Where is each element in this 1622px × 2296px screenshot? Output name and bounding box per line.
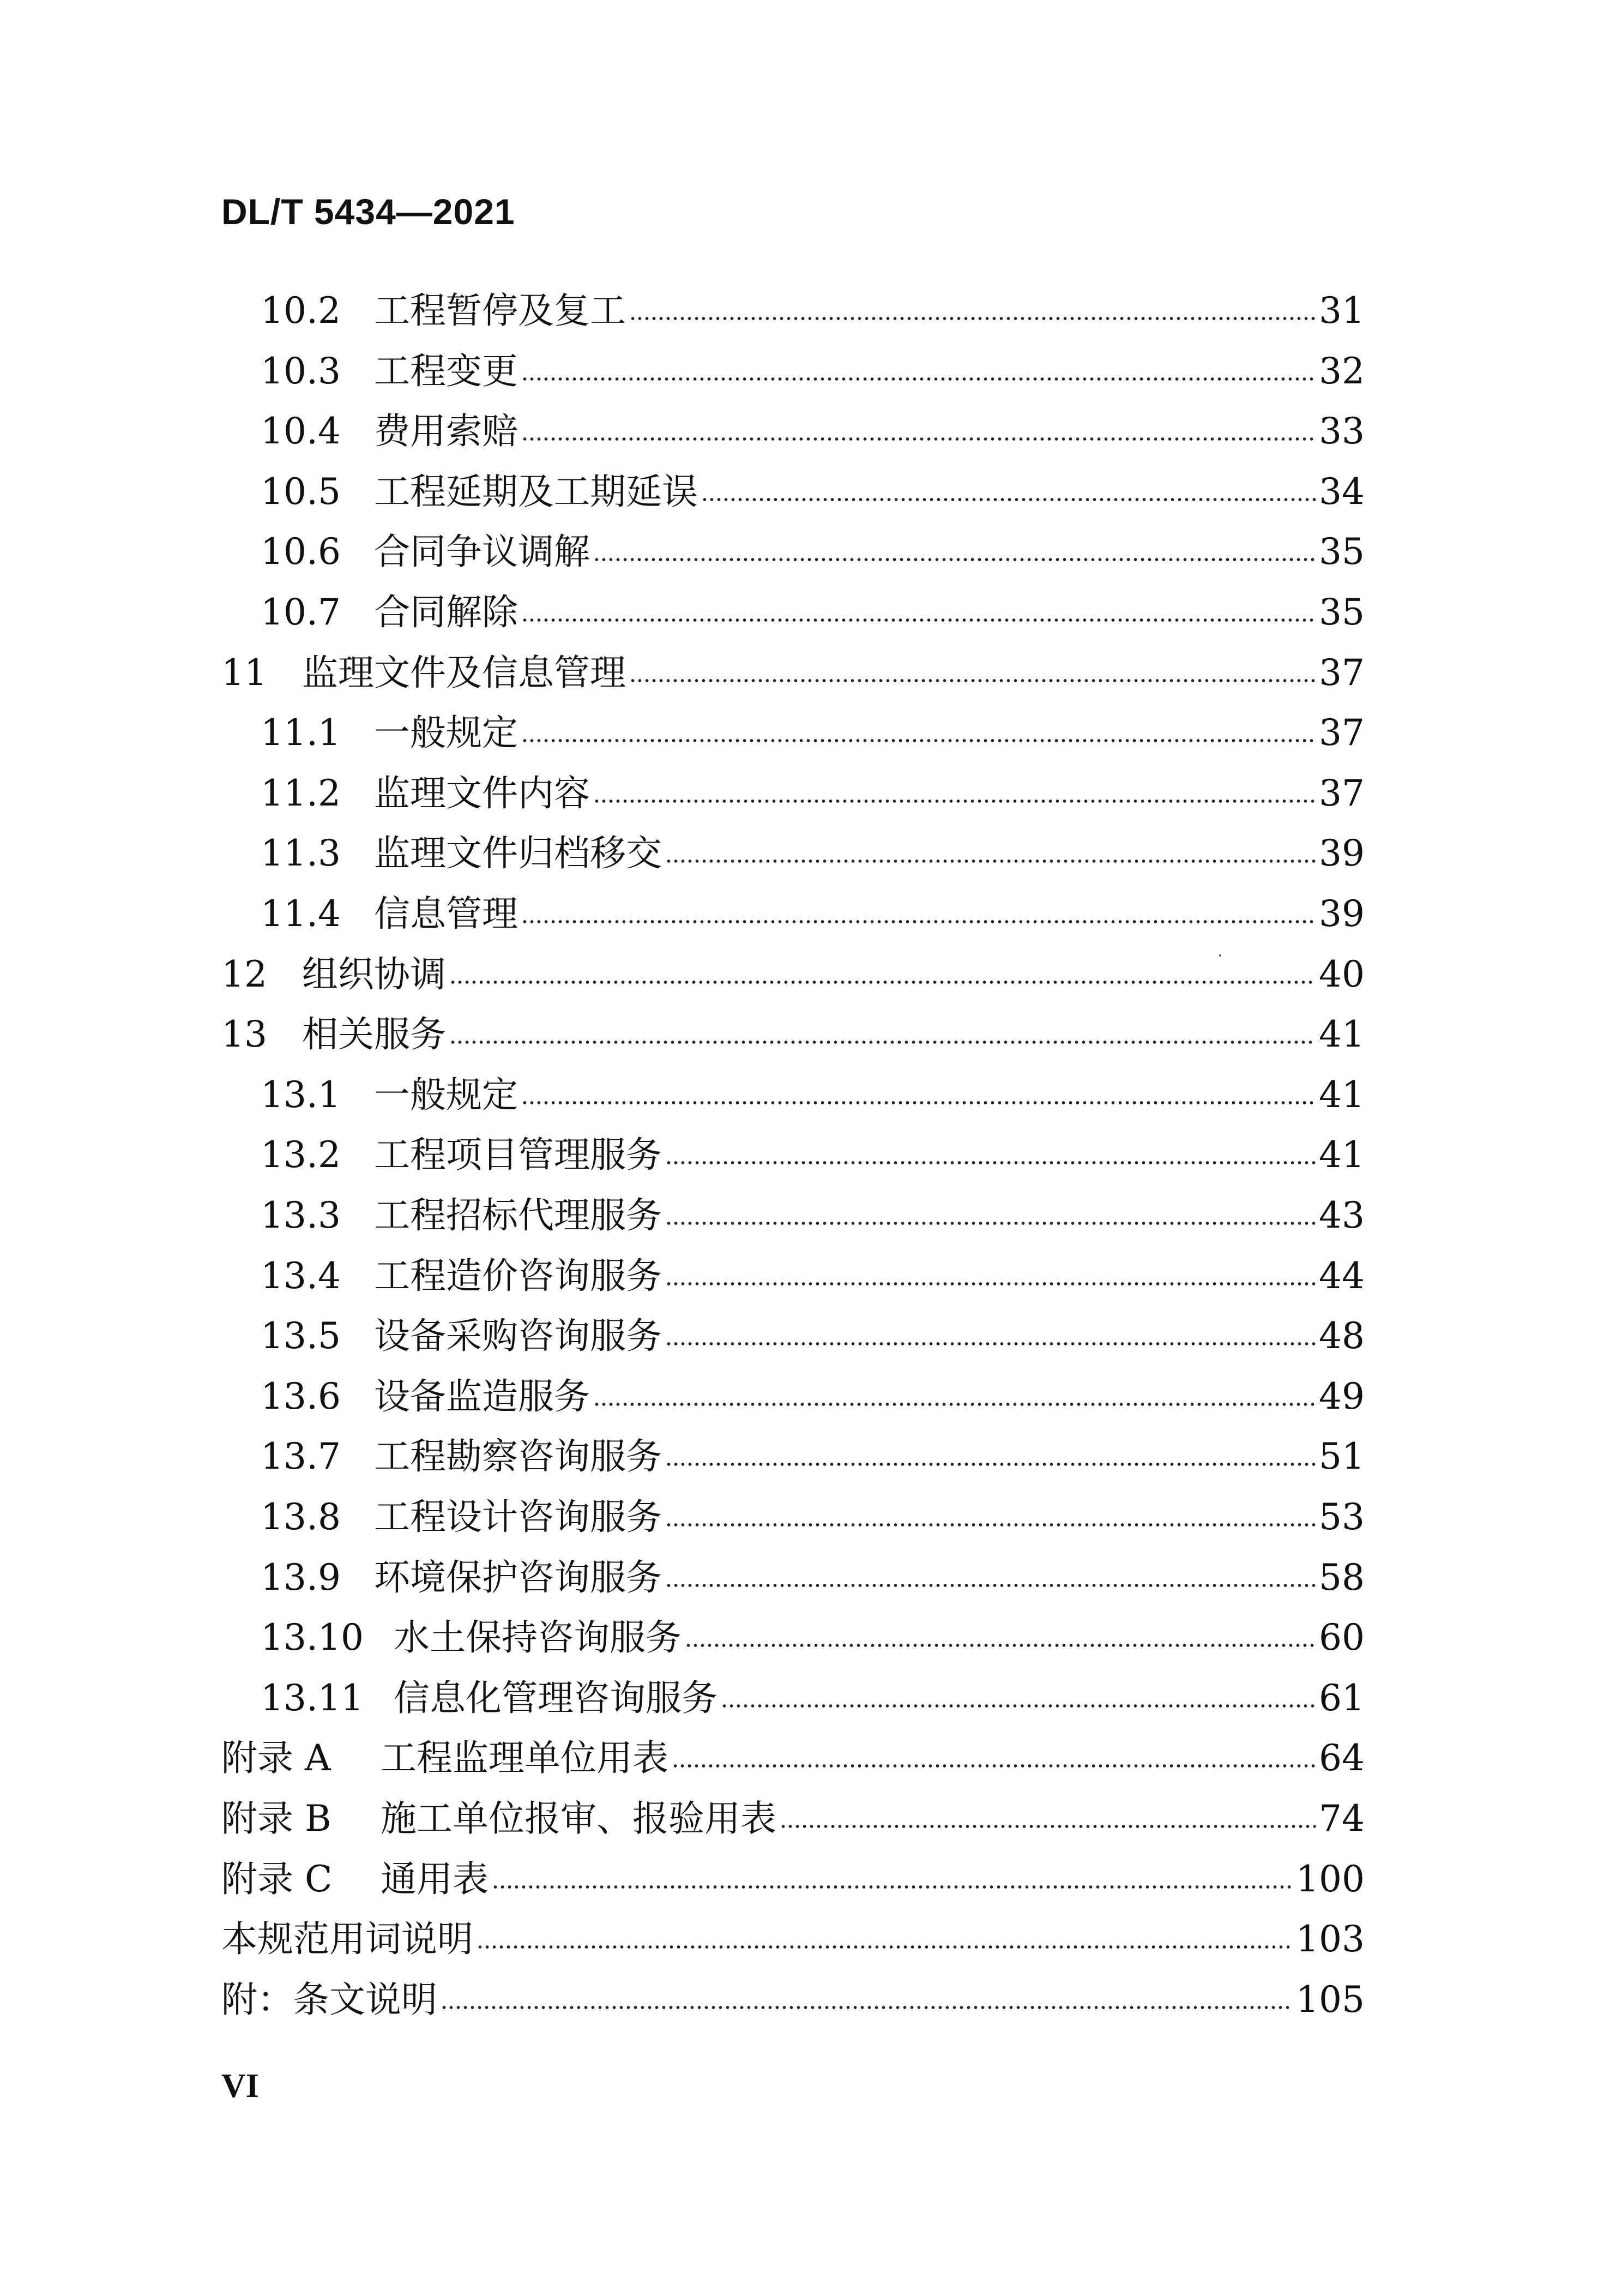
- dot-leader: [629, 677, 1316, 684]
- toc-entry-page: 58: [1319, 1556, 1365, 1598]
- toc-entry: [261, 525, 1365, 579]
- toc-entry: [261, 1369, 1365, 1424]
- toc-entry-title: 合同争议调解: [374, 531, 590, 573]
- toc-entry-title: 一般规定: [374, 712, 518, 754]
- toc-entry-number: 附录 B: [221, 1798, 331, 1840]
- toc-entry-title: 工程暂停及复工: [374, 290, 626, 332]
- toc-entry-page: 51: [1319, 1435, 1365, 1477]
- dot-leader: [629, 315, 1316, 322]
- toc-entry-title: 设备采购咨询服务: [374, 1315, 662, 1357]
- toc-entry-number: 13.5: [261, 1315, 341, 1357]
- dot-leader: [721, 1703, 1316, 1709]
- toc-entry: [221, 1792, 1365, 1846]
- toc-entry-number: 11.3: [261, 832, 341, 874]
- toc-entry-title: 工程延期及工期延误: [374, 471, 698, 513]
- dot-leader: [665, 1341, 1316, 1347]
- toc-entry-page: 31: [1319, 290, 1365, 332]
- toc-entry-title: 合同解除: [374, 591, 518, 633]
- toc-entry-number: 13: [221, 1013, 267, 1055]
- toc-entry-title: 一般规定: [374, 1074, 518, 1116]
- toc-entry-number: 13.7: [261, 1435, 341, 1477]
- toc-entry: [261, 826, 1365, 881]
- dot-leader: [665, 1582, 1316, 1589]
- toc-entry-title: 水土保持咨询服务: [394, 1616, 682, 1658]
- toc-entry-page: 32: [1319, 350, 1365, 392]
- toc-entry-number: 10.2: [261, 290, 341, 332]
- toc-entry: [261, 1610, 1365, 1665]
- toc-entry-title: 组织协调: [302, 953, 446, 995]
- toc-entry: [261, 1309, 1365, 1363]
- dot-leader: [665, 1220, 1316, 1227]
- dot-leader: [492, 1884, 1293, 1890]
- toc-entry-page: 34: [1319, 471, 1365, 513]
- toc-entry: [221, 1007, 1365, 1062]
- scan-speck: [1219, 954, 1221, 957]
- toc-entry: [261, 1068, 1365, 1122]
- toc-entry: [261, 465, 1365, 519]
- toc-entry: [261, 284, 1365, 338]
- toc-entry-page: 60: [1319, 1616, 1365, 1658]
- toc-entry-title: 监理文件归档移交: [374, 832, 662, 874]
- toc-entry: [261, 1188, 1365, 1243]
- toc-entry-page: 35: [1319, 591, 1365, 633]
- toc-entry-number: 13.9: [261, 1556, 341, 1598]
- dot-leader: [441, 2004, 1293, 2011]
- toc-entry-page: 39: [1319, 893, 1365, 935]
- toc-entry-number: 13.6: [261, 1375, 341, 1417]
- toc-entry-title: 信息化管理咨询服务: [394, 1677, 717, 1719]
- toc-entry-page: 53: [1319, 1496, 1365, 1538]
- toc-entry-title: 工程项目管理服务: [374, 1134, 662, 1176]
- dot-leader: [521, 617, 1316, 623]
- toc-entry-number: 11.1: [261, 712, 341, 754]
- toc-entry: [261, 1550, 1365, 1605]
- toc-entry-number: 11.2: [261, 772, 341, 814]
- dot-leader: [449, 979, 1316, 985]
- dot-leader: [521, 737, 1316, 744]
- toc-entry: [261, 887, 1365, 941]
- dot-leader: [665, 1159, 1316, 1166]
- toc-entry-number: 10.7: [261, 591, 341, 633]
- toc-entry-number: 12: [221, 953, 267, 995]
- toc-entry-page: 33: [1319, 410, 1365, 452]
- toc-entry-number: 13.10: [261, 1616, 364, 1658]
- toc-entry-page: 48: [1319, 1315, 1365, 1357]
- toc-entry: [221, 646, 1365, 700]
- toc-entry-title: 工程造价咨询服务: [374, 1255, 662, 1297]
- dot-leader: [780, 1823, 1316, 1830]
- toc-entry-number: 10.5: [261, 471, 341, 513]
- dot-leader: [477, 1944, 1293, 1950]
- toc-entry: [261, 404, 1365, 459]
- toc-entry: [261, 1429, 1365, 1484]
- toc-entry-number: 13.11: [261, 1677, 364, 1719]
- dot-leader: [593, 798, 1316, 804]
- toc-entry-page: 37: [1319, 772, 1365, 814]
- dot-leader: [593, 1401, 1316, 1408]
- toc-entry-title: 设备监造服务: [374, 1375, 590, 1417]
- toc-entry-title: 工程设计咨询服务: [374, 1496, 662, 1538]
- toc-entry: [261, 344, 1365, 399]
- dot-leader: [593, 556, 1316, 563]
- dot-leader: [665, 1461, 1316, 1468]
- page-number-footer: VI: [221, 2067, 259, 2105]
- toc-entry-title: 通用表: [381, 1858, 489, 1900]
- toc-entry-page: 49: [1319, 1375, 1365, 1417]
- toc-entry-title: 监理文件及信息管理: [302, 652, 626, 694]
- toc-entry: [221, 1912, 1365, 1967]
- toc-entry-title: 工程勘察咨询服务: [374, 1435, 662, 1477]
- toc-entry-page: 40: [1319, 953, 1365, 995]
- toc-entry-title: 费用索赔: [374, 410, 518, 452]
- toc-entry-page: 103: [1296, 1918, 1365, 1960]
- toc-entry-number: 13.3: [261, 1194, 341, 1236]
- toc-entry: [261, 1671, 1365, 1726]
- toc-entry-title: 施工单位报审、报验用表: [381, 1798, 776, 1840]
- toc-entry: [221, 947, 1365, 1002]
- dot-leader: [521, 376, 1316, 382]
- toc-entry-page: 41: [1319, 1013, 1365, 1055]
- toc-entry-title: 本规范用词说明: [221, 1918, 473, 1960]
- toc-entry-title: 附：条文说明: [221, 1979, 437, 2021]
- toc-entry: [261, 766, 1365, 821]
- toc-entry-title: 工程监理单位用表: [381, 1737, 668, 1779]
- toc-entry-page: 74: [1319, 1798, 1365, 1840]
- toc-entry: [261, 585, 1365, 640]
- dot-leader: [521, 918, 1316, 925]
- dot-leader: [521, 436, 1316, 442]
- toc-entry-title: 信息管理: [374, 893, 518, 935]
- toc-entry-number: 10.3: [261, 350, 341, 392]
- toc-entry-number: 10.6: [261, 531, 341, 573]
- toc-entry: [261, 706, 1365, 760]
- toc-entry-number: 13.2: [261, 1134, 341, 1176]
- toc-entry-number: 13.4: [261, 1255, 341, 1297]
- toc-entry-page: 100: [1296, 1858, 1365, 1900]
- toc-entry-page: 35: [1319, 531, 1365, 573]
- toc-entry: [221, 1973, 1365, 2027]
- toc-entry-page: 64: [1319, 1737, 1365, 1779]
- toc-entry-page: 37: [1319, 712, 1365, 754]
- standard-code-header: DL/T 5434—2021: [221, 191, 515, 232]
- toc-entry: [261, 1128, 1365, 1182]
- toc-entry-title: 工程变更: [374, 350, 518, 392]
- toc-entry: [261, 1249, 1365, 1303]
- toc-entry-page: 37: [1319, 652, 1365, 694]
- dot-leader: [449, 1039, 1316, 1045]
- dot-leader: [665, 1522, 1316, 1528]
- toc-entry-page: 61: [1319, 1677, 1365, 1719]
- dot-leader: [521, 1099, 1316, 1106]
- toc-entry-number: 附录 C: [221, 1858, 333, 1900]
- dot-leader: [685, 1642, 1316, 1649]
- dot-leader: [665, 858, 1316, 864]
- toc-entry-title: 环境保护咨询服务: [374, 1556, 662, 1598]
- toc-entry-page: 105: [1296, 1979, 1365, 2021]
- toc-entry-title: 监理文件内容: [374, 772, 590, 814]
- toc-entry: [221, 1731, 1365, 1786]
- toc-entry-number: 10.4: [261, 410, 341, 452]
- toc-entry-page: 39: [1319, 832, 1365, 874]
- toc-entry-number: 13.1: [261, 1074, 341, 1116]
- toc-entry-number: 11.4: [261, 893, 341, 935]
- toc-entry-number: 13.8: [261, 1496, 341, 1538]
- toc-entry-page: 44: [1319, 1255, 1365, 1297]
- toc-entry-page: 43: [1319, 1194, 1365, 1236]
- toc-entry-page: 41: [1319, 1074, 1365, 1116]
- toc-entry-title: 工程招标代理服务: [374, 1194, 662, 1236]
- toc-entry-number: 附录 A: [221, 1737, 331, 1779]
- toc-entry-page: 41: [1319, 1134, 1365, 1176]
- toc-entry: [221, 1852, 1365, 1907]
- toc-entry: [261, 1490, 1365, 1544]
- dot-leader: [701, 496, 1316, 503]
- dot-leader: [665, 1281, 1316, 1287]
- dot-leader: [672, 1763, 1316, 1769]
- toc-entry-number: 11: [221, 652, 267, 694]
- toc-entry-title: 相关服务: [302, 1013, 446, 1055]
